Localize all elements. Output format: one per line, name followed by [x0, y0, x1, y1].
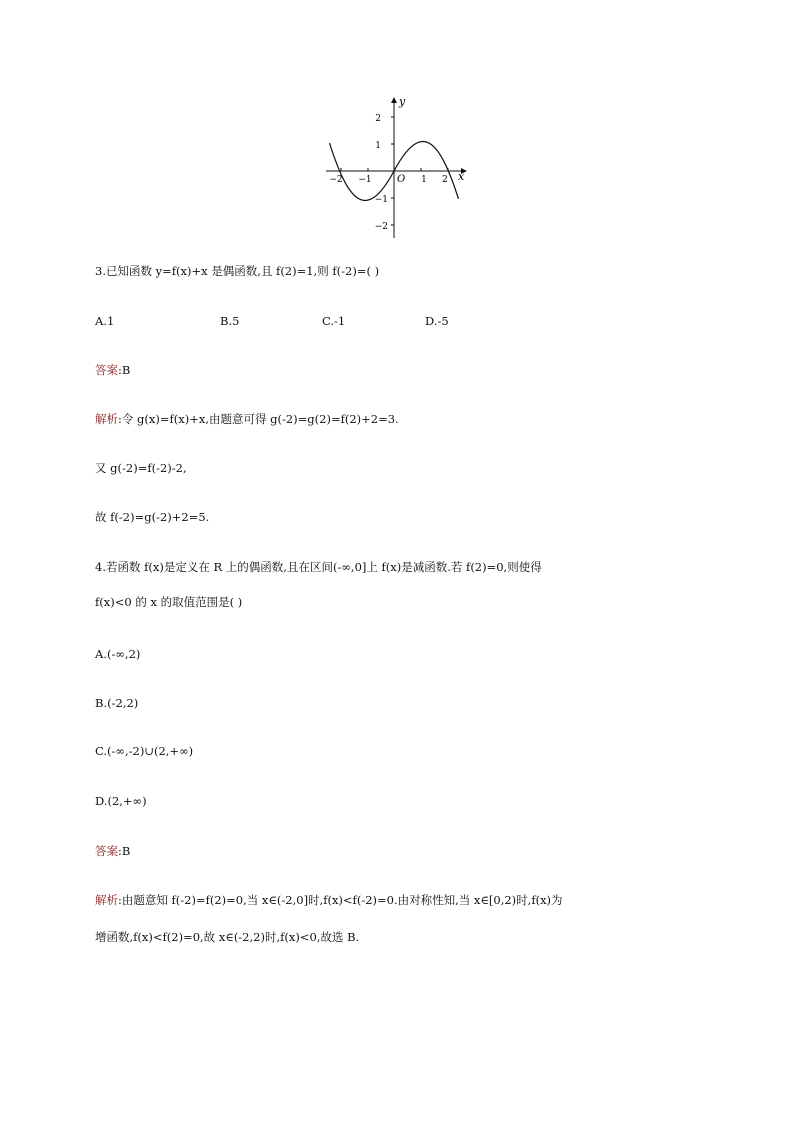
q4-answer	[95, 843, 130, 859]
q3-analysis-line-1: 解析:令 g(x)=f(x)+x,由题意可得 g(-2)=g(2)=f(2)+2=3.	[95, 412, 399, 426]
answer-value: :B	[118, 363, 131, 377]
q3-analysis-line-3: 故 f(-2)=g(-2)+2=5.	[95, 510, 210, 524]
y-tick-label: 2	[375, 114, 381, 124]
q4-option-d: D.(2,+∞)	[95, 794, 147, 808]
q4-question-line-1: 4.若函数 f(x)是定义在 R 上的偶函数,且在区间(-∞,0]上 f(x)是减函数.若 f(2)=0,则使得	[95, 560, 542, 574]
x-axis-label: x	[458, 170, 465, 183]
analysis-label: 解析	[95, 893, 118, 907]
y-tick-label: −2	[374, 222, 388, 232]
origin-label: O	[397, 174, 406, 185]
y-tick-label: 1	[375, 141, 381, 151]
q3-option-a: A.1	[95, 314, 115, 328]
q4-analysis-line-2: 增函数,f(x)<f(2)=0,故 x∈(-2,2)时,f(x)<0,故选 B.	[95, 930, 360, 944]
q3-question: 3.已知函数 y=f(x)+x 是偶函数,且 f(2)=1,则 f(-2)=( )	[95, 264, 380, 278]
q3-analysis-line-2: 又 g(-2)=f(-2)-2,	[95, 461, 187, 475]
q4-question-line-2: f(x)<0 的 x 的取值范围是( )	[95, 595, 243, 609]
q4-option-a: A.(-∞,2)	[95, 647, 141, 661]
y-tick-label: −1	[374, 195, 388, 205]
q4-option-c: C.(-∞,-2)∪(2,+∞)	[95, 744, 194, 758]
q3-option-c: C.-1	[322, 314, 346, 328]
q3-answer	[95, 362, 130, 378]
answer-label: 答案	[95, 844, 118, 858]
q4-analysis-line-1: 解析:由题意知 f(-2)=f(2)=0,当 x∈(-2,0]时,f(x)<f(-2)=0.由对称性知,当 x∈[0,2)时,f(x)为	[95, 893, 563, 907]
x-tick-label: −1	[358, 175, 372, 185]
q3-option-d: D.-5	[425, 314, 449, 328]
answer-value: :B	[118, 844, 131, 858]
q4-option-b: B.(-2,2)	[95, 696, 139, 710]
q3-option-b: B.5	[220, 314, 240, 328]
function-graph	[0, 0, 794, 250]
x-tick-label: −2	[329, 175, 343, 185]
answer-label: 答案	[95, 363, 118, 377]
x-tick-label: 2	[442, 175, 448, 185]
x-tick-label: 1	[421, 175, 427, 185]
analysis-label: 解析	[95, 412, 118, 426]
y-axis-label: y	[399, 95, 406, 108]
